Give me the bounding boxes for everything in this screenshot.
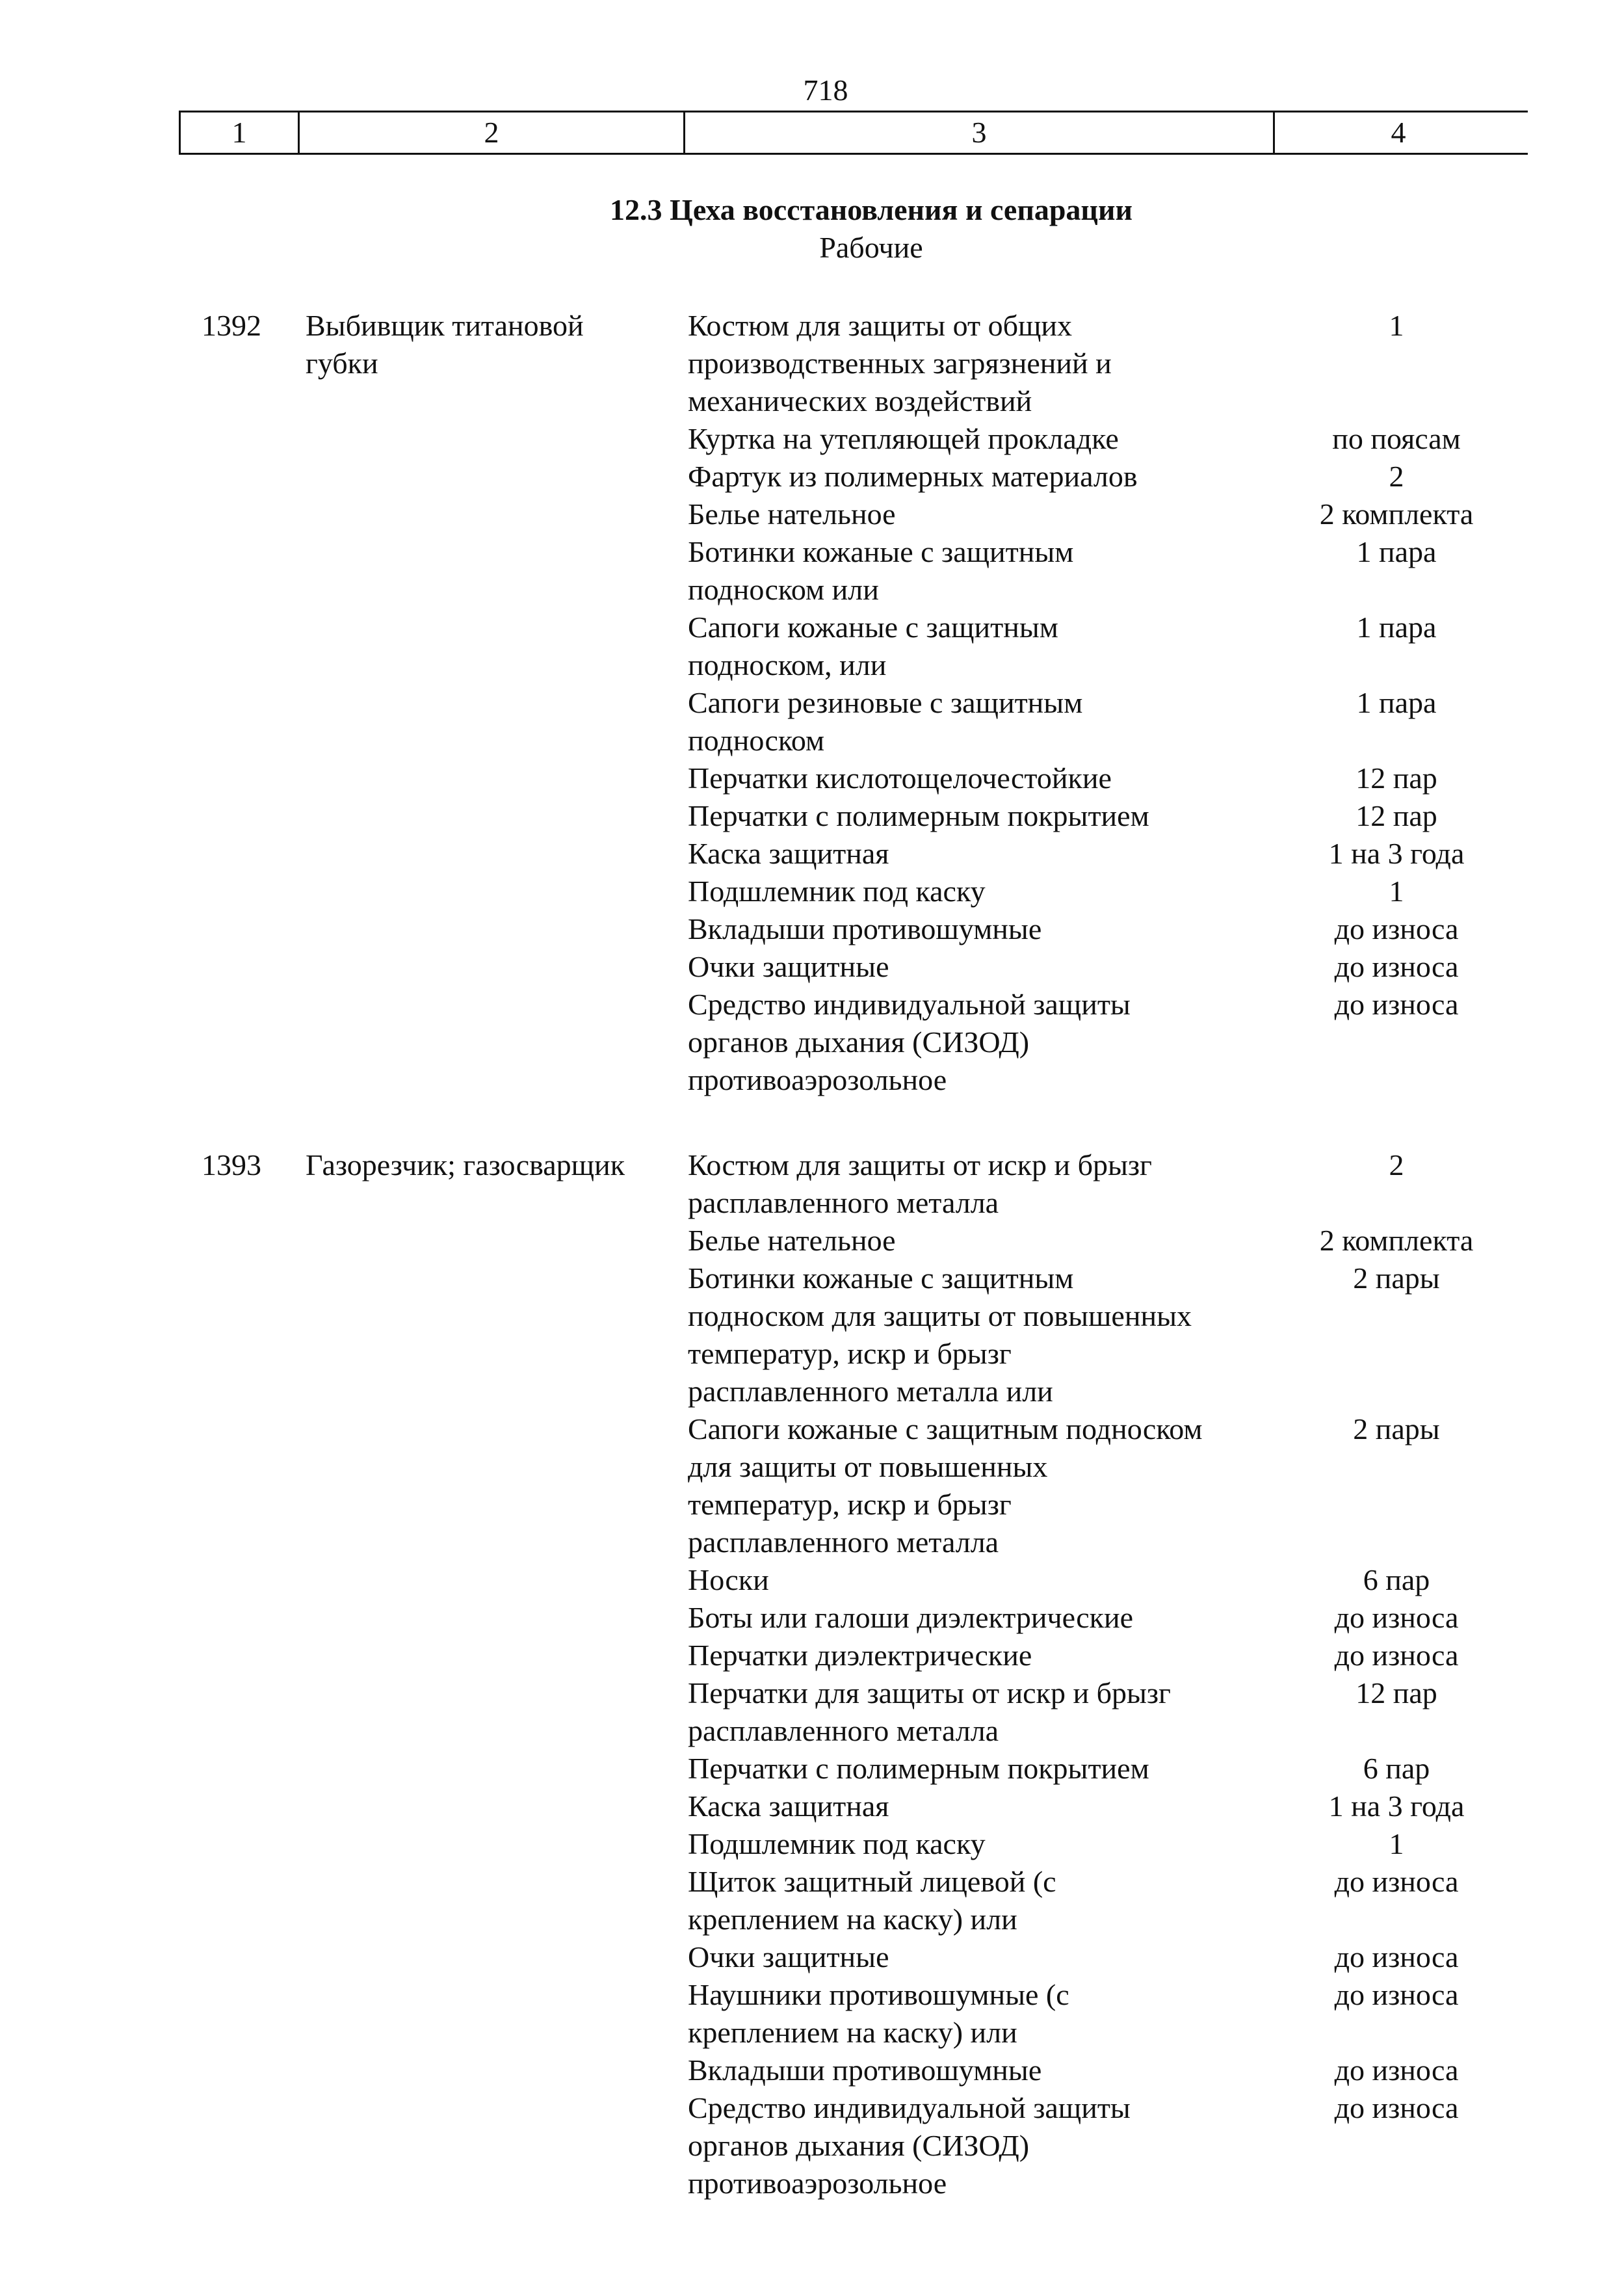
ppe-item-name	[688, 1788, 1273, 1825]
ppe-item-line: температур, искр и брызг	[688, 1488, 1012, 1521]
ppe-issue-norm: 2 пары	[1353, 1261, 1440, 1295]
ppe-issue-norm: 2	[1389, 460, 1404, 493]
ppe-issue-norm: до износа	[1334, 1940, 1459, 1973]
ppe-item-line: Наушники противошумные (с	[688, 1978, 1069, 2011]
ppe-item-name	[688, 2089, 1273, 2202]
ppe-item-row	[0, 1410, 1624, 1561]
ppe-item-line: Вкладыши противошумные	[688, 912, 1042, 945]
ppe-item-line: Подшлемник под каску	[688, 1827, 986, 1860]
ppe-item-line: креплением на каску) или	[688, 2016, 1017, 2049]
ppe-item-line: Сапоги кожаные с защитным подноском	[688, 1412, 1203, 1445]
ppe-item-name	[688, 1561, 1273, 1599]
ppe-item-row	[0, 759, 1624, 797]
ppe-item-line: для защиты от повышенных	[688, 1450, 1048, 1483]
ppe-item-name	[688, 1410, 1273, 1561]
ppe-item-row	[0, 2089, 1624, 2202]
ppe-item-line: Носки	[688, 1563, 769, 1596]
ppe-item-line: расплавленного металла или	[688, 1375, 1053, 1408]
ppe-item-line: Средство индивидуальной защиты	[688, 988, 1131, 1021]
ppe-item-line: Очки защитные	[688, 1940, 889, 1973]
ppe-issue-norm: до износа	[1334, 988, 1459, 1021]
ppe-item-line: подноском или	[688, 573, 879, 606]
ppe-issue-norm: до износа	[1334, 1639, 1459, 1672]
header-col-3: 3	[971, 116, 987, 149]
ppe-item-line: расплавленного металла	[688, 1186, 999, 1219]
ppe-item-row	[0, 495, 1624, 533]
ppe-item-line: подноском для защиты от повышенных	[688, 1299, 1192, 1332]
ppe-item-name	[688, 458, 1273, 495]
ppe-issue-norm: до износа	[1334, 1865, 1459, 1898]
ppe-item-line: Перчатки диэлектрические	[688, 1639, 1032, 1672]
ppe-item-row	[0, 684, 1624, 759]
ppe-item-line: Очки защитные	[688, 950, 889, 983]
ppe-item-row	[0, 1825, 1624, 1863]
entry-code: 1392	[202, 309, 261, 342]
ppe-item-line: Сапоги кожаные с защитным	[688, 611, 1058, 644]
ppe-item-row	[0, 797, 1624, 835]
ppe-item-name	[688, 1863, 1273, 1938]
ppe-item-row	[0, 948, 1624, 986]
ppe-issue-norm: 12 пар	[1356, 761, 1437, 795]
entry-code: 1393	[202, 1148, 261, 1181]
ppe-item-name	[688, 1599, 1273, 1637]
ppe-issue-norm: до износа	[1334, 912, 1459, 945]
ppe-item-line: Белье нательное	[688, 1224, 896, 1257]
ppe-issue-norm: 6 пар	[1363, 1563, 1430, 1596]
ppe-item-line: креплением на каску) или	[688, 1903, 1017, 1936]
ppe-issue-norm: до износа	[1334, 1978, 1459, 2011]
ppe-item-name	[688, 1976, 1273, 2052]
ppe-item-row	[0, 2052, 1624, 2089]
page-number: 718	[803, 73, 848, 107]
ppe-item-row	[0, 1561, 1624, 1599]
ppe-item-line: подноском	[688, 724, 825, 757]
ppe-item-line: Подшлемник под каску	[688, 875, 986, 908]
ppe-item-line: органов дыхания (СИЗОД)	[688, 2129, 1030, 2162]
ppe-item-line: Перчатки с полимерным покрытием	[688, 1752, 1149, 1785]
ppe-item-row	[0, 533, 1624, 609]
ppe-item-row	[0, 1750, 1624, 1788]
ppe-item-name	[688, 1674, 1273, 1750]
profession-line: Газорезчик; газосварщик	[306, 1148, 625, 1181]
ppe-issue-norm: до износа	[1334, 2053, 1459, 2087]
column-header-table	[179, 111, 1528, 155]
ppe-item-row	[0, 1146, 1624, 1222]
ppe-item-name	[688, 1637, 1273, 1674]
ppe-item-line: Ботинки кожаные с защитным	[688, 535, 1074, 568]
ppe-list	[0, 307, 1624, 1099]
ppe-item-name	[688, 759, 1273, 797]
ppe-issue-norm: 1 на 3 года	[1328, 837, 1465, 870]
ppe-issue-norm: по поясам	[1332, 422, 1461, 455]
ppe-item-name	[688, 533, 1273, 609]
ppe-issue-norm: 2 комплекта	[1319, 1224, 1474, 1257]
ppe-item-row	[0, 1976, 1624, 2052]
ppe-item-name	[688, 609, 1273, 684]
ppe-item-row	[0, 609, 1624, 684]
ppe-item-line: Каска защитная	[688, 837, 889, 870]
ppe-issue-norm: 1 пара	[1356, 611, 1437, 644]
profession-line: Выбивщик титановой	[306, 309, 584, 342]
ppe-item-name	[688, 495, 1273, 533]
ppe-list	[0, 1146, 1624, 2202]
ppe-item-line: температур, искр и брызг	[688, 1337, 1012, 1370]
ppe-item-row	[0, 1599, 1624, 1637]
ppe-item-name	[688, 684, 1273, 759]
ppe-item-row	[0, 1674, 1624, 1750]
ppe-item-row	[0, 910, 1624, 948]
ppe-item-name	[688, 986, 1273, 1099]
ppe-item-line: расплавленного металла	[688, 1525, 999, 1559]
ppe-item-name	[688, 307, 1273, 420]
ppe-item-name	[688, 420, 1273, 458]
ppe-item-row	[0, 873, 1624, 910]
ppe-item-line: Белье нательное	[688, 497, 896, 531]
ppe-item-row	[0, 1788, 1624, 1825]
header-col-4: 4	[1391, 116, 1406, 149]
ppe-item-line: Вкладыши противошумные	[688, 2053, 1042, 2087]
ppe-item-name	[688, 948, 1273, 986]
ppe-issue-norm: 2	[1389, 1148, 1404, 1181]
ppe-issue-norm: 2 комплекта	[1319, 497, 1474, 531]
ppe-item-name	[688, 910, 1273, 948]
ppe-issue-norm: до износа	[1334, 950, 1459, 983]
ppe-item-row	[0, 307, 1624, 420]
ppe-item-name	[688, 1938, 1273, 1976]
ppe-issue-norm: 1 пара	[1356, 535, 1437, 568]
ppe-issue-norm: 1	[1389, 875, 1404, 908]
ppe-item-line: Перчатки с полимерным покрытием	[688, 799, 1149, 832]
ppe-item-row	[0, 458, 1624, 495]
ppe-item-line: противоаэрозольное	[688, 2167, 947, 2200]
ppe-issue-norm: 1	[1389, 309, 1404, 342]
ppe-item-name	[688, 1260, 1273, 1410]
ppe-item-line: противоаэрозольное	[688, 1063, 947, 1096]
ppe-issue-norm: 12 пар	[1356, 799, 1437, 832]
ppe-item-line: Щиток защитный лицевой (с	[688, 1865, 1056, 1898]
profession-line: губки	[306, 347, 378, 380]
ppe-item-row	[0, 1938, 1624, 1976]
ppe-issue-norm: 1 на 3 года	[1328, 1789, 1465, 1823]
ppe-item-line: подноском, или	[688, 648, 887, 681]
ppe-item-line: Перчатки кислотощелочестойкие	[688, 761, 1112, 795]
ppe-item-row	[0, 1260, 1624, 1410]
ppe-item-row	[0, 835, 1624, 873]
ppe-item-line: Перчатки для защиты от искр и брызг	[688, 1676, 1171, 1709]
ppe-item-name	[688, 797, 1273, 835]
ppe-item-line: производственных загрязнений и	[688, 347, 1112, 380]
ppe-item-line: Боты или галоши диэлектрические	[688, 1601, 1134, 1634]
ppe-item-line: Средство индивидуальной защиты	[688, 2091, 1131, 2124]
ppe-item-line: Каска защитная	[688, 1789, 889, 1823]
ppe-issue-norm: до износа	[1334, 1601, 1459, 1634]
ppe-item-row	[0, 986, 1624, 1099]
section-subtitle: Рабочие	[819, 231, 923, 264]
ppe-issue-norm: 1	[1389, 1827, 1404, 1860]
ppe-item-row	[0, 1637, 1624, 1674]
ppe-issue-norm: 2 пары	[1353, 1412, 1440, 1445]
ppe-issue-norm: 1 пара	[1356, 686, 1437, 719]
ppe-item-row	[0, 1863, 1624, 1938]
ppe-item-line: Фартук из полимерных материалов	[688, 460, 1138, 493]
ppe-item-name	[688, 1222, 1273, 1260]
ppe-issue-norm: 6 пар	[1363, 1752, 1430, 1785]
ppe-item-name	[688, 2052, 1273, 2089]
ppe-issue-norm: 12 пар	[1356, 1676, 1437, 1709]
ppe-item-line: Костюм для защиты от искр и брызг	[688, 1148, 1152, 1181]
ppe-issue-norm: до износа	[1334, 2091, 1459, 2124]
ppe-item-line: Ботинки кожаные с защитным	[688, 1261, 1074, 1295]
ppe-item-name	[688, 1825, 1273, 1863]
ppe-item-line: расплавленного металла	[688, 1714, 999, 1747]
ppe-item-row	[0, 420, 1624, 458]
ppe-item-name	[688, 1146, 1273, 1222]
ppe-item-name	[688, 835, 1273, 873]
ppe-item-row	[0, 1222, 1624, 1260]
ppe-item-line: механических воздействий	[688, 384, 1032, 417]
header-col-1: 1	[231, 116, 247, 149]
ppe-item-line: Костюм для защиты от общих	[688, 309, 1073, 342]
header-col-2: 2	[484, 116, 499, 149]
ppe-item-line: Сапоги резиновые с защитным	[688, 686, 1083, 719]
ppe-item-name	[688, 873, 1273, 910]
section-title: 12.3 Цеха восстановления и сепарации	[610, 193, 1133, 226]
ppe-item-name	[688, 1750, 1273, 1788]
ppe-item-line: органов дыхания (СИЗОД)	[688, 1025, 1030, 1059]
ppe-item-line: Куртка на утепляющей прокладке	[688, 422, 1119, 455]
